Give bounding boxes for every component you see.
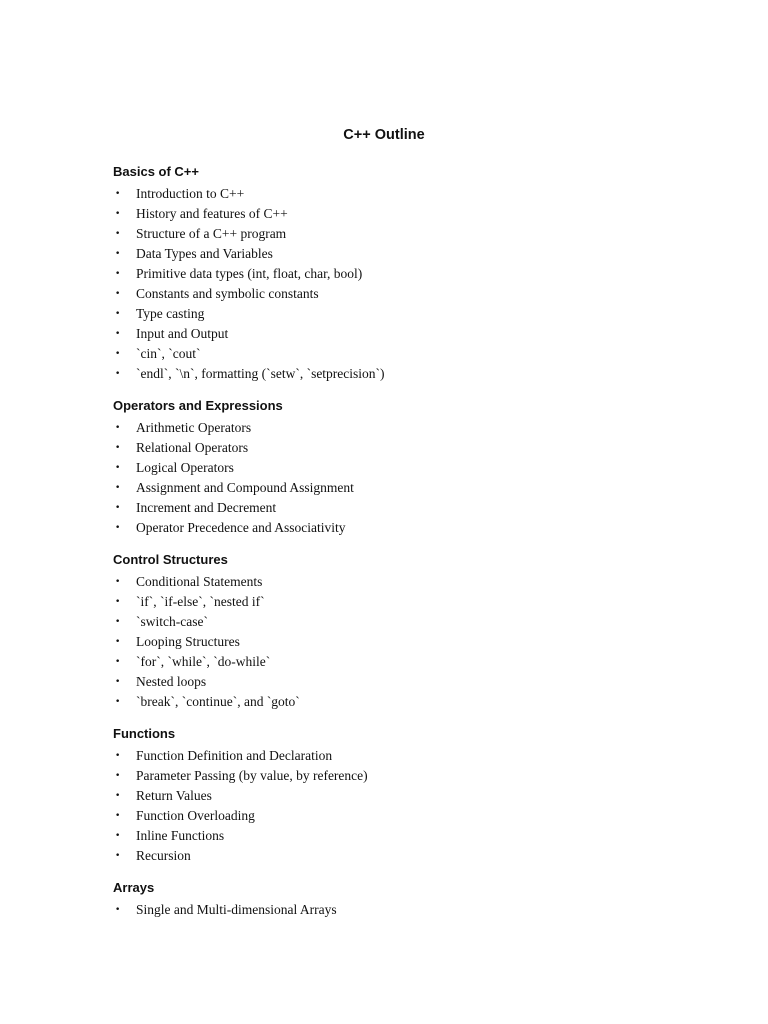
list-item — [113, 612, 673, 632]
section-operators — [113, 396, 673, 538]
bullet-icon: • — [115, 677, 121, 687]
section-heading: Control Structures — [113, 552, 228, 567]
bullet-icon: • — [115, 831, 121, 841]
bullet-icon: • — [115, 423, 121, 433]
list-item — [113, 572, 673, 592]
list-item — [113, 324, 673, 344]
list-item — [113, 826, 673, 846]
section-list — [113, 184, 673, 384]
list-item-text: Nested loops — [136, 674, 207, 689]
list-item — [113, 786, 673, 806]
list-item — [113, 438, 673, 458]
list-item — [113, 478, 673, 498]
list-item — [113, 692, 673, 712]
bullet-icon: • — [115, 597, 121, 607]
list-item — [113, 632, 673, 652]
bullet-icon: • — [115, 249, 121, 259]
outline-content — [113, 162, 673, 932]
section-arrays — [113, 878, 673, 920]
bullet-icon: • — [115, 851, 121, 861]
bullet-icon: • — [115, 657, 121, 667]
list-item-text: Logical Operators — [136, 460, 234, 475]
list-item-text: Input and Output — [136, 326, 229, 341]
bullet-icon: • — [115, 309, 121, 319]
list-item-text: Function Overloading — [136, 808, 255, 823]
section-list — [113, 746, 673, 866]
list-item — [113, 746, 673, 766]
list-item-text: `if`, `if-else`, `nested if` — [136, 594, 265, 609]
list-item-text: Parameter Passing (by value, by reference) — [136, 768, 368, 783]
list-item — [113, 244, 673, 264]
bullet-icon: • — [115, 289, 121, 299]
bullet-icon: • — [115, 329, 121, 339]
list-item-text: `switch-case` — [136, 614, 208, 629]
section-list — [113, 572, 673, 712]
list-item — [113, 224, 673, 244]
list-item-text: Assignment and Compound Assignment — [136, 480, 354, 495]
list-item-text: Constants and symbolic constants — [136, 286, 319, 301]
list-item — [113, 264, 673, 284]
bullet-icon: • — [115, 349, 121, 359]
list-item-text: Single and Multi-dimensional Arrays — [136, 902, 337, 917]
list-item-text: Relational Operators — [136, 440, 249, 455]
list-item — [113, 766, 673, 786]
list-item-text: Increment and Decrement — [136, 500, 277, 515]
bullet-icon: • — [115, 523, 121, 533]
list-item — [113, 806, 673, 826]
bullet-icon: • — [115, 463, 121, 473]
list-item-text: `cin`, `cout` — [136, 346, 201, 361]
list-item — [113, 364, 673, 384]
bullet-icon: • — [115, 811, 121, 821]
list-item-text: `break`, `continue`, and `goto` — [136, 694, 300, 709]
section-control-structures — [113, 550, 673, 712]
list-item-text: `for`, `while`, `do-while` — [136, 654, 271, 669]
bullet-icon: • — [115, 751, 121, 761]
document-title: C++ Outline — [343, 127, 425, 143]
list-item — [113, 458, 673, 478]
list-item — [113, 498, 673, 518]
bullet-icon: • — [115, 189, 121, 199]
bullet-icon: • — [115, 209, 121, 219]
bullet-icon: • — [115, 443, 121, 453]
list-item — [113, 204, 673, 224]
bullet-icon: • — [115, 503, 121, 513]
list-item-text: Primitive data types (int, float, char, bool) — [136, 266, 363, 281]
list-item — [113, 518, 673, 538]
bullet-icon: • — [115, 269, 121, 279]
section-list — [113, 900, 673, 920]
list-item — [113, 344, 673, 364]
section-heading: Basics of C++ — [113, 164, 199, 179]
list-item — [113, 846, 673, 866]
bullet-icon: • — [115, 697, 121, 707]
list-item-text: Type casting — [136, 306, 205, 321]
bullet-icon: • — [115, 637, 121, 647]
list-item-text: Data Types and Variables — [136, 246, 273, 261]
bullet-icon: • — [115, 771, 121, 781]
list-item — [113, 592, 673, 612]
list-item-text: History and features of C++ — [136, 206, 288, 221]
list-item-text: Recursion — [136, 848, 191, 863]
list-item-text: Arithmetic Operators — [136, 420, 252, 435]
list-item — [113, 304, 673, 324]
list-item-text: Introduction to C++ — [136, 186, 245, 201]
list-item-text: Function Definition and Declaration — [136, 748, 333, 763]
list-item — [113, 184, 673, 204]
section-heading: Functions — [113, 726, 176, 741]
list-item-text: Looping Structures — [136, 634, 240, 649]
section-heading: Arrays — [113, 880, 155, 895]
list-item-text: Return Values — [136, 788, 212, 803]
bullet-icon: • — [115, 905, 121, 915]
list-item — [113, 900, 673, 920]
bullet-icon: • — [115, 369, 121, 379]
bullet-icon: • — [115, 577, 121, 587]
list-item — [113, 672, 673, 692]
list-item-text: `endl`, `\n`, formatting (`setw`, `setprecision`) — [136, 366, 385, 381]
section-functions — [113, 724, 673, 866]
bullet-icon: • — [115, 229, 121, 239]
bullet-icon: • — [115, 791, 121, 801]
section-basics — [113, 162, 673, 384]
list-item — [113, 418, 673, 438]
section-list — [113, 418, 673, 538]
bullet-icon: • — [115, 483, 121, 493]
list-item-text: Structure of a C++ program — [136, 226, 287, 241]
bullet-icon: • — [115, 617, 121, 627]
list-item — [113, 652, 673, 672]
list-item-text: Operator Precedence and Associativity — [136, 520, 346, 535]
section-heading: Operators and Expressions — [113, 398, 283, 413]
list-item-text: Inline Functions — [136, 828, 225, 843]
list-item — [113, 284, 673, 304]
list-item-text: Conditional Statements — [136, 574, 263, 589]
